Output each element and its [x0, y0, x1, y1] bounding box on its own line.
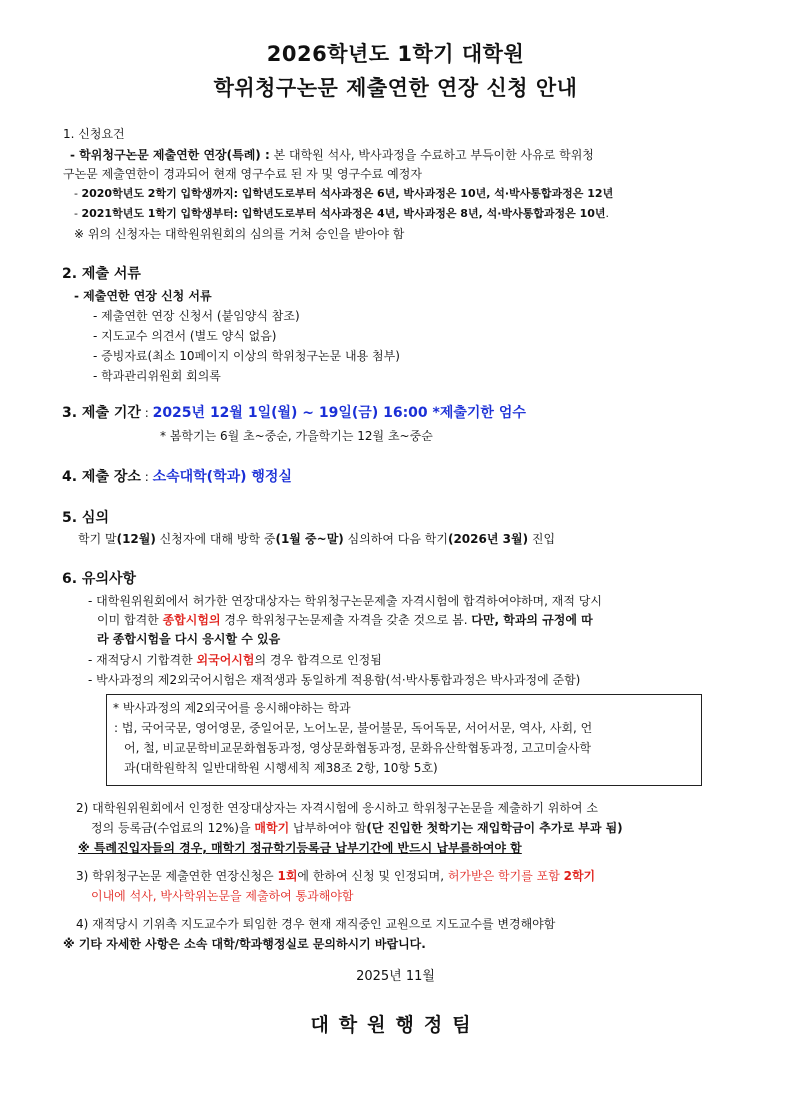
section1-note: ※ 위의 신청자는 대학원위원회의 심의를 거쳐 승인을 받아야 함: [74, 227, 405, 241]
rule2-end: .: [605, 207, 610, 220]
s6-line-3: 라 종합시험을 다시 응시할 수 있음: [97, 632, 281, 646]
s6-l4b: 의 경우 합격으로 인정됨: [254, 653, 382, 667]
section2-heading: 2. 제출 서류: [62, 266, 141, 282]
submission-period: 2025년 12월 1일(월) ~ 19일(금) 16:00 *제출기한 엄수: [152, 405, 526, 421]
s6-l2b: 경우 학위청구논문제출 자격을 갖춘 것으로 봄.: [220, 613, 472, 627]
rule2-prefix: -: [74, 207, 82, 220]
note2-line-3: ※ 특례진입자들의 경우, 매학기 정규학기등록금 납부기간에 반드시 납부를하여야 함: [78, 841, 522, 855]
s6-l4-red: 외국어시험: [196, 653, 255, 667]
final-note: ※ 기타 자세한 사항은 소속 대학/학과행정실로 문의하시기 바랍니다.: [63, 937, 426, 951]
s6-line-2: [97, 612, 593, 628]
note3-line-2: 이내에 석사, 박사학위논문을 제출하여 통과해야함: [91, 889, 354, 903]
section5-text: [78, 531, 555, 547]
n2b-text2: 납부하여야 함: [289, 821, 367, 835]
rule1-prefix: -: [74, 187, 82, 200]
n2b-bold: (단 진입한 첫학기는 재입학금이 추가로 부과 됨): [366, 821, 623, 835]
s6-l4a: - 재적당시 기합격한: [88, 653, 197, 667]
s5-t2: 신청자에 대해 방학 중: [155, 532, 276, 546]
n2b-text: 정의 등록금(수업료의 12%)을: [91, 821, 255, 835]
s5-t4: 진입: [528, 532, 556, 546]
s6-l2-bold: 다만, 학과의 규정에 따: [471, 613, 593, 627]
s6-line-5: - 박사과정의 제2외국어시험은 재적생과 동일하게 적용함(석·박사통합과정은 박사과정에 준함): [88, 673, 581, 687]
box-line-4: 과(대학원학칙 일반대학원 시행세칙 제38조 2항, 10항 5호): [124, 761, 438, 775]
s6-l2-red: 종합시험의: [162, 613, 221, 627]
issue-date: 2025년 11월: [356, 969, 435, 984]
section3-colon: :: [140, 406, 153, 420]
doc-item-1: - 제출연한 연장 신청서 (붙임양식 참조): [93, 309, 300, 323]
note2-line-1: 2) 대학원위원회에서 인정한 연장대상자는 자격시험에 응시하고 학위청구논문을 제출하기 위하여 소: [76, 801, 598, 815]
n3a-text2: 에 한하여 신청 및 인정되며,: [297, 869, 448, 883]
s6-line-1: - 대학원위원회에서 허가한 연장대상자는 학위청구논문제출 자격시험에 합격하여야하며, 재적 당시: [88, 594, 602, 608]
note2-line-2: [91, 820, 623, 836]
submission-place: 소속대학(학과) 행정실: [152, 469, 292, 485]
section1-rule-2: [74, 206, 609, 222]
section4-heading: 4. 제출 장소: [62, 469, 141, 485]
s6-l2a: 이미 합격한: [97, 613, 163, 627]
doc-item-4: - 학과관리위원회 회의록: [93, 369, 221, 383]
section3-note: * 봄학기는 6월 초~중순, 가을학기는 12월 초~중순: [160, 429, 433, 443]
s5-b2: (1월 중~말): [275, 532, 344, 546]
section2-sub: - 제출연한 연장 신청 서류: [74, 289, 212, 303]
n3a-redb: 1회: [277, 869, 298, 883]
section4-line: [62, 469, 292, 485]
box-line-2: : 법, 국어국문, 영어영문, 중일어문, 노어노문, 불어불문, 독어독문, 서어서문, 역사, 사회, 언: [114, 721, 593, 735]
rule2-text: 2021학년도 1학기 입학생부터: 입학년도로부터 석사과정은 4년, 박사과정은 8년, 석·박사통합과정은 10년: [81, 207, 606, 220]
note3-line-1: [76, 868, 595, 884]
s6-line-4: [88, 652, 382, 668]
section4-colon: :: [140, 470, 153, 484]
section1-item-cont: 구논문 제출연한이 경과되어 현재 영구수료 된 자 및 영구수료 예정자: [63, 167, 422, 181]
section1-item: [70, 147, 594, 163]
box-line-1: * 박사과정의 제2외국어를 응시해야하는 학과: [113, 701, 351, 715]
issuer-team: 대학원행정팀: [310, 1014, 481, 1036]
s5-t1: 학기 말: [78, 532, 117, 546]
section1-item-prefix: -: [70, 148, 80, 162]
s5-t3: 심의하여 다음 학기: [343, 532, 448, 546]
n3a-red: 허가받은 학기를 포함: [447, 869, 564, 883]
note4-line: 4) 재적당시 기위촉 지도교수가 퇴임한 경우 현재 재직중인 교원으로 지도교수를 변경해야함: [76, 917, 556, 931]
s5-b1: (12월): [116, 532, 156, 546]
section3-heading: 3. 제출 기간: [62, 405, 141, 421]
section6-heading: 6. 유의사항: [62, 571, 137, 587]
s5-b3: (2026년 3월): [447, 532, 529, 546]
section1-item-text: 본 대학원 석사, 박사과정을 수료하고 부득이한 사유로 학위청: [269, 148, 594, 162]
n3a-redb2: 2학기: [563, 869, 596, 883]
n3a-text: 3) 학위청구논문 제출연한 연장신청은: [76, 869, 278, 883]
title-line-2: 학위청구논문 제출연한 연장 신청 안내: [213, 76, 578, 100]
section1-item-bold: 학위청구논문 제출연한 연장(특례) :: [79, 148, 270, 162]
section3-line: [62, 405, 526, 421]
n2b-red: 매학기: [254, 821, 290, 835]
section5-heading: 5. 심의: [62, 510, 109, 526]
section1-heading: 1. 신청요건: [63, 127, 125, 141]
title-line-1: 2026학년도 1학기 대학원: [266, 42, 525, 66]
box-line-3: 어, 철, 비교문학비교문화협동과정, 영상문화협동과정, 문화유산학협동과정, 고고미술사학: [124, 741, 592, 755]
rule1-text: 2020학년도 2학기 입학생까지: 입학년도로부터 석사과정은 6년, 박사과정은 10년, 석·박사통합과정은 12년: [81, 187, 614, 200]
doc-item-2: - 지도교수 의견서 (별도 양식 없음): [93, 329, 277, 343]
doc-item-3: - 증빙자료(최소 10페이지 이상의 학위청구논문 내용 첨부): [93, 349, 400, 363]
section1-rule-1: [74, 186, 613, 202]
